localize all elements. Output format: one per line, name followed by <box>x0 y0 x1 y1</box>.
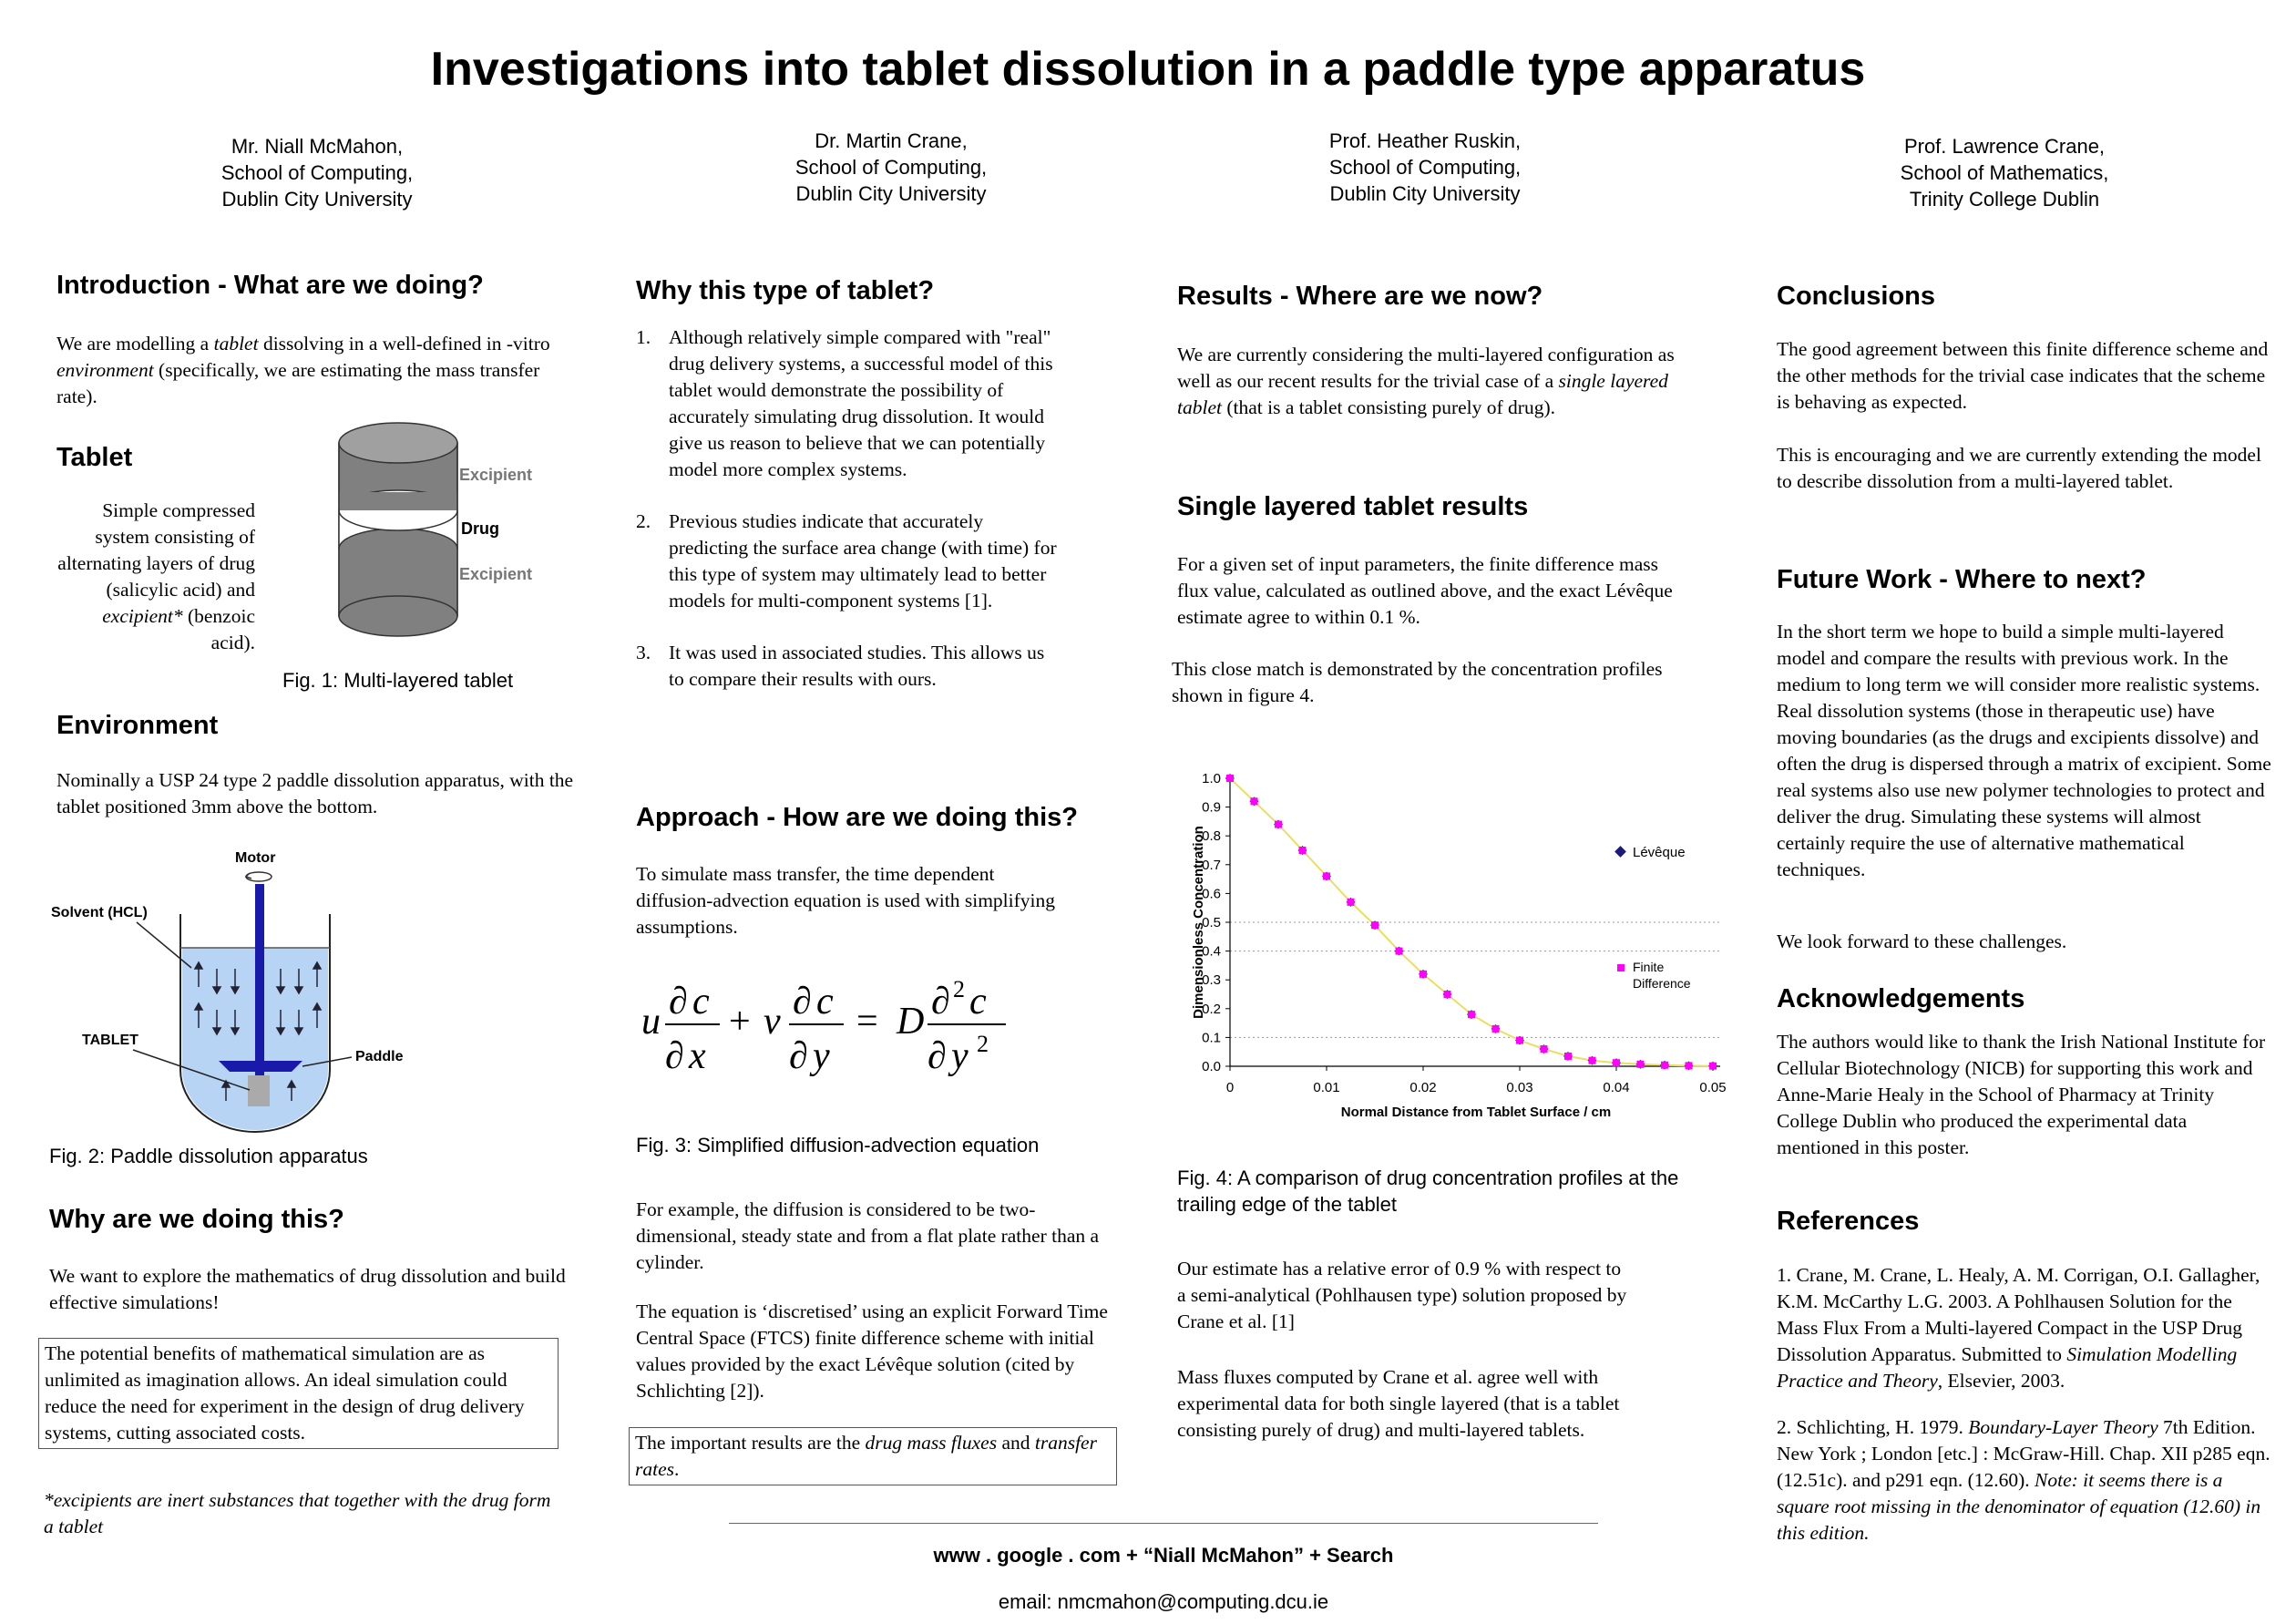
fig3-caption: Fig. 3: Simplified diffusion-advection equation <box>636 1134 1040 1156</box>
svg-text:+: + <box>729 1001 751 1043</box>
y-tick-label: 0.0 <box>1202 1059 1221 1074</box>
svg-text:D: D <box>897 1001 925 1043</box>
why-type-heading: Why this type of tablet? <box>636 276 935 305</box>
svg-text:y: y <box>813 1035 830 1077</box>
svg-text:c: c <box>816 981 834 1023</box>
tablet-label: TABLET <box>82 1033 138 1048</box>
author-2 <box>682 128 1101 207</box>
finite-difference-point <box>1323 872 1330 879</box>
results-text: We are currently considering the multi-layered configuration as well as our recent results for the trivial case of a single layered tablet (that is a tablet consisting purely of drug). <box>1177 344 1675 418</box>
svg-text:∂: ∂ <box>789 1035 808 1077</box>
finite-difference-point <box>1275 821 1282 828</box>
legend-marker-leveque <box>1614 846 1626 858</box>
list-item: 1. Although relatively simple compared with "real" drug delivery systems, a successful model of this tablet would demonstrate the possibility of accurately simulating drug dissolution. It would give us reason to believe that we can potentially model more complex systems. <box>636 326 1053 480</box>
legend-marker-finite-difference <box>1617 964 1625 971</box>
environment-heading: Environment <box>56 711 219 740</box>
y-tick-label: 0.7 <box>1202 857 1221 873</box>
x-tick-label: 0.01 <box>1313 1080 1340 1095</box>
solvent-label: Solvent (HCL) <box>51 905 148 920</box>
intro-text: We are modelling a tablet dissolving in a well-defined in -vitro environment (specifically, we are estimating the mass transfer rate). <box>56 333 550 407</box>
conclusions-heading: Conclusions <box>1777 282 1936 311</box>
future-work-text: In the short term we hope to build a simple multi-layered model and compare the results with previous work. In the medium to long term we will consider more realistic systems. Real dissolution systems (those in therapeutic use) have moving boundaries (as the drugs and excipients dissolve) and often the drug is dispersed through a matrix of excipient. Some real systems also use new polymer technologies to protect and deliver the drug. Simulating these systems will almost certainly require the use of alternative mathematical techniques. <box>1777 621 2271 880</box>
results-heading: Results - Where are we now? <box>1177 282 1543 311</box>
reasons-list <box>636 324 1064 718</box>
svg-text:∂: ∂ <box>931 981 950 1023</box>
svg-text:y: y <box>951 1035 969 1077</box>
svg-text:x: x <box>689 1035 706 1077</box>
why-text: We want to explore the mathematics of drug dissolution and build effective simulations! <box>49 1265 566 1313</box>
important-results-box: The important results are the drug mass fluxes and transfer rates. <box>629 1427 1117 1485</box>
conclusions-text-1: The good agreement between this finite difference scheme and the other methods for the trivial case indicates that the scheme is behaving as expected. <box>1777 338 2269 413</box>
y-tick-label: 1.0 <box>1202 771 1221 786</box>
paddle-label: Paddle <box>355 1049 404 1064</box>
list-item: 2. Previous studies indicate that accurately predicting the surface area change (with time) for this type of system may ultimately lead to better models for multi-component systems [1]. <box>636 510 1057 612</box>
poster-title: Investigations into tablet dissolution in a paddle type apparatus <box>430 43 1866 96</box>
finite-difference-point <box>1468 1011 1475 1018</box>
svg-text:u: u <box>641 1001 661 1043</box>
acknowledgements-text: The authors would like to thank the Irish National Institute for Cellular Biotechnology (NICB) for supporting this work and Anne-Marie Healy in the School of Pharmacy at Trinity College Dublin who produced the experimental data mentioned in this poster. <box>1777 1031 2266 1158</box>
x-tick-label: 0.02 <box>1409 1080 1437 1095</box>
close-match-text: This close match is demonstrated by the concentration profiles shown in figure 4. <box>1172 658 1663 706</box>
x-tick-label: 0.05 <box>1699 1080 1727 1095</box>
author-dept: School of Computing, <box>1328 156 1522 179</box>
finite-difference-point <box>1251 797 1258 805</box>
x-tick-label: 0 <box>1225 1080 1235 1095</box>
author-inst: Dublin City University <box>1329 182 1521 205</box>
y-tick-label: 0.6 <box>1202 886 1221 902</box>
svg-text:2: 2 <box>977 1031 989 1057</box>
multi-layered-tablet-figure <box>328 416 565 653</box>
label-drug: Drug <box>461 519 499 538</box>
chart-legend <box>1614 845 1691 991</box>
svg-text:2: 2 <box>953 976 965 1002</box>
finite-difference-point <box>1226 775 1234 782</box>
list-item: 3. It was used in associated studies. This allows us to compare their results with ours. <box>636 642 1045 690</box>
finite-difference-point <box>1444 991 1451 998</box>
y-tick-label: 0.9 <box>1202 799 1221 816</box>
mass-fluxes-text: Mass fluxes computed by Crane et al. agree well with experimental data for both single layered (that is a tablet consisting purely of drug) and multi-layered tablets. <box>1177 1366 1620 1441</box>
environment-text: Nominally a USP 24 type 2 paddle dissolution apparatus, with the tablet positioned 3mm above the bottom. <box>56 769 574 817</box>
svg-text:∂: ∂ <box>669 981 688 1023</box>
y-tick-label: 0.2 <box>1202 1001 1221 1017</box>
finite-difference-point <box>1492 1025 1500 1033</box>
acknowledgements-heading: Acknowledgements <box>1777 984 2025 1013</box>
author-name: Prof. Heather Ruskin, <box>1328 129 1522 152</box>
benefits-box: The potential benefits of mathematical simulation are as unlimited as imagination allows. An ideal simulation could reduce the need for experiment in the design of drug delivery systems, cutting associated costs. <box>38 1338 559 1449</box>
finite-difference-point <box>1686 1062 1693 1069</box>
footer-email[interactable]: email: nmcmahon@computing.dcu.ie <box>998 1590 1329 1613</box>
legend-label-leveque: Lévêque <box>1633 845 1686 860</box>
example-text: For example, the diffusion is considered to be two-dimensional, steady state and from a flat plate rather than a cylinder. <box>636 1198 1100 1273</box>
finite-difference-point <box>1420 971 1427 978</box>
author-name: Mr. Niall McMahon, <box>231 135 404 158</box>
finite-difference-point <box>1709 1063 1717 1070</box>
author-inst: Trinity College Dublin <box>1909 188 2100 211</box>
references-heading: References <box>1777 1207 1920 1236</box>
finite-difference-point <box>1348 899 1355 906</box>
paddle-apparatus-figure <box>46 846 446 1137</box>
legend-label-finite-1: Finite <box>1633 960 1665 974</box>
finite-difference-point <box>1299 847 1307 854</box>
svg-text:=: = <box>856 1001 878 1043</box>
y-tick-label: 0.4 <box>1202 943 1221 960</box>
y-tick-label: 0.1 <box>1202 1030 1221 1046</box>
y-tick-label: 0.5 <box>1202 915 1221 930</box>
finite-difference-point <box>1371 921 1379 929</box>
finite-difference-point <box>1637 1061 1645 1068</box>
author-dept: School of Computing, <box>220 161 414 184</box>
finite-difference-point <box>1516 1037 1523 1044</box>
future-work-heading: Future Work - Where to next? <box>1777 565 2147 594</box>
future-work-closing: We look forward to these challenges. <box>1777 930 2067 952</box>
motor-label: Motor <box>235 850 276 866</box>
tablet-heading: Tablet <box>56 443 133 472</box>
fig1-caption: Fig. 1: Multi-layered tablet <box>282 669 514 692</box>
y-axis-label: Dimensionless Concentration <box>1191 826 1206 1019</box>
single-layered-text: For a given set of input parameters, the finite difference mass flux value, calculated as outlined above, and the exact Lévêque estimate agree to within 0.1 %. <box>1177 553 1673 628</box>
footer-search: www . google . com + “Niall McMahon” + Search <box>933 1544 1394 1567</box>
finite-difference-point <box>1541 1045 1548 1053</box>
references-list <box>1777 1262 2273 1567</box>
svg-text:∂: ∂ <box>928 1035 947 1077</box>
finite-difference-point <box>1661 1062 1668 1069</box>
reference-2: 2. Schlichting, H. 1979. Boundary-Layer Theory 7th Edition. New York ; London [etc.] : McGraw-Hill. Chap. XII p285 eqn. (12.51c). and p291 eqn. (12.60). Note: it seems there is a square root missing in the denominator of equation (12.60) in this edition. <box>1777 1416 2270 1544</box>
tablet-text: Simple compressed system consisting of alternating layers of drug (salicylic acid) and excipient* (benzoic acid). <box>57 499 255 653</box>
finite-difference-point <box>1564 1053 1572 1060</box>
x-tick-label: 0.04 <box>1603 1080 1630 1095</box>
intro-heading: Introduction - What are we doing? <box>56 271 484 300</box>
discretised-text: The equation is ‘discretised’ using an explicit Forward Time Central Space (FTCS) finite difference scheme with initial values provided by the exact Lévêque solution (cited by Schlichting [2]). <box>636 1300 1108 1402</box>
diffusion-advection-equation <box>638 968 1039 1086</box>
x-tick-label: 0.03 <box>1506 1080 1533 1095</box>
concentration-profile-chart <box>1166 756 1727 1130</box>
author-4 <box>1795 133 2214 212</box>
finite-difference-point <box>1613 1059 1620 1066</box>
legend-label-finite-2: Difference <box>1633 976 1691 991</box>
fig4-caption: Fig. 4: A comparison of drug concentration profiles at the trailing edge of the tablet <box>1177 1167 1679 1216</box>
author-inst: Dublin City University <box>795 182 987 205</box>
fig2-caption: Fig. 2: Paddle dissolution apparatus <box>49 1145 368 1167</box>
reference-1: 1. Crane, M. Crane, L. Healy, A. M. Corrigan, O.I. Gallagher, K.M. McCarthy L.G. 2003. A Pohlhausen Solution for the Mass Flux From a Multi-layered Compact in the USP Drug Dissolution Apparatus. Submitted to Simulation Modelling Practice and Theory, Elsevier, 2003. <box>1777 1264 2260 1392</box>
svg-text:∂: ∂ <box>793 981 812 1023</box>
svg-text:∂: ∂ <box>665 1035 684 1077</box>
finite-difference-point <box>1396 948 1403 955</box>
author-1 <box>108 133 527 212</box>
footer-divider <box>729 1523 1598 1524</box>
y-tick-label: 0.3 <box>1202 972 1221 989</box>
svg-text:v: v <box>764 1001 781 1043</box>
author-dept: School of Computing, <box>794 156 988 179</box>
single-layered-heading: Single layered tablet results <box>1177 492 1529 521</box>
label-excipient-bottom: Excipient <box>459 565 533 583</box>
conclusions-text-2: This is encouraging and we are currently extending the model to describe dissolution from a multi-layered tablet. <box>1777 444 2261 492</box>
svg-text:c: c <box>692 981 710 1023</box>
author-name: Dr. Martin Crane, <box>815 129 968 152</box>
excipient-footnote: *excipients are inert substances that together with the drug form a tablet <box>44 1489 551 1537</box>
label-excipient-top: Excipient <box>459 466 533 484</box>
author-name: Prof. Lawrence Crane, <box>1903 135 2106 158</box>
x-axis-label: Normal Distance from Tablet Surface / cm <box>1340 1105 1612 1120</box>
y-tick-label: 0.8 <box>1202 828 1221 845</box>
svg-text:c: c <box>969 981 987 1023</box>
finite-difference-point <box>1589 1057 1596 1064</box>
why-heading: Why are we doing this? <box>49 1205 344 1234</box>
author-dept: School of Mathematics, <box>1900 161 2109 184</box>
author-inst: Dublin City University <box>221 188 413 211</box>
approach-text: To simulate mass transfer, the time dependent diffusion-advection equation is used with simplifying assumptions. <box>636 863 1056 938</box>
author-3 <box>1215 128 1635 207</box>
estimate-text: Our estimate has a relative error of 0.9 % with respect to a semi-analytical (Pohlhausen type) solution proposed by Crane et al. [1] <box>1177 1258 1627 1332</box>
approach-heading: Approach - How are we doing this? <box>636 803 1078 832</box>
